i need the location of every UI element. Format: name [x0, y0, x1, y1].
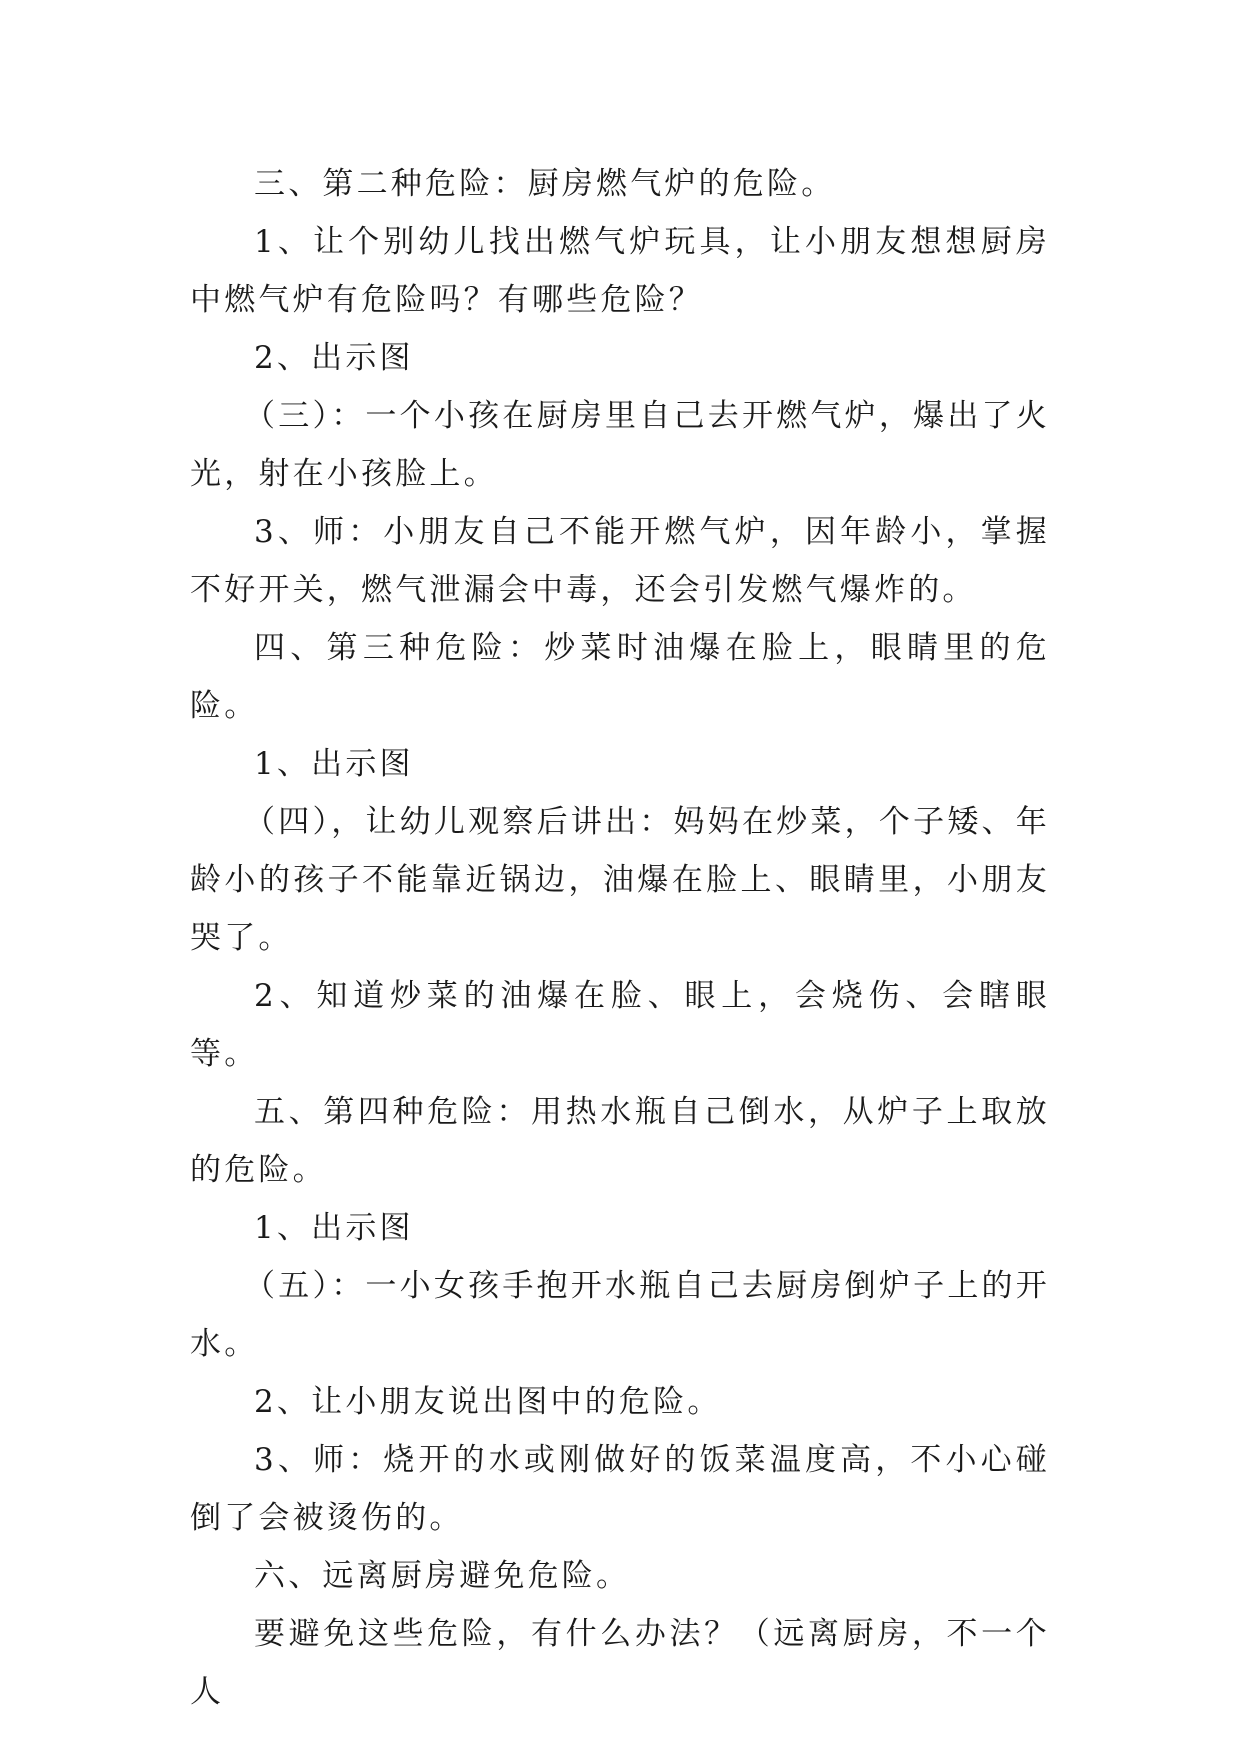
paragraph-section-6-heading: 六、远离厨房避免危险。 [254, 1558, 631, 1594]
paragraph: （五）：一小女孩手抱开水瓶自己去厨房倒炉子上的开水。 [190, 1268, 1050, 1362]
paragraph-section-4-heading: 四、第三种危险：炒菜时油爆在脸上，眼睛里的危险。 [190, 630, 1050, 724]
paragraph: 1、出示图 [254, 1210, 414, 1246]
paragraph: 3、师：小朋友自己不能开燃气炉，因年龄小，掌握不好开关，燃气泄漏会中毒，还会引发燃气爆炸的。 [190, 514, 1050, 608]
paragraph-section-3-heading: 三、第二种危险：厨房燃气炉的危险。 [254, 166, 836, 202]
paragraph: 要避免这些危险，有什么办法？（远离厨房，不一个人 [190, 1616, 1050, 1710]
paragraph: 1、让个别幼儿找出燃气炉玩具，让小朋友想想厨房中燃气炉有危险吗？有哪些危险？ [190, 224, 1050, 318]
paragraph-section-5-heading: 五、第四种危险：用热水瓶自己倒水，从炉子上取放的危险。 [190, 1094, 1050, 1188]
paragraph: 2、出示图 [254, 340, 414, 376]
paragraph: 2、让小朋友说出图中的危险。 [254, 1384, 722, 1420]
paragraph: （三）：一个小孩在厨房里自己去开燃气炉，爆出了火光，射在小孩脸上。 [190, 398, 1050, 492]
paragraph: 3、师：烧开的水或刚做好的饭菜温度高，不小心碰倒了会被烫伤的。 [190, 1442, 1050, 1536]
document-body [190, 155, 1050, 1721]
paragraph: 1、出示图 [254, 746, 414, 782]
paragraph: （四），让幼儿观察后讲出：妈妈在炒菜，个子矮、年龄小的孩子不能靠近锅边，油爆在脸上、眼睛里，小朋友哭了。 [190, 804, 1050, 956]
paragraph: 2、知道炒菜的油爆在脸、眼上，会烧伤、会瞎眼等。 [190, 978, 1050, 1072]
